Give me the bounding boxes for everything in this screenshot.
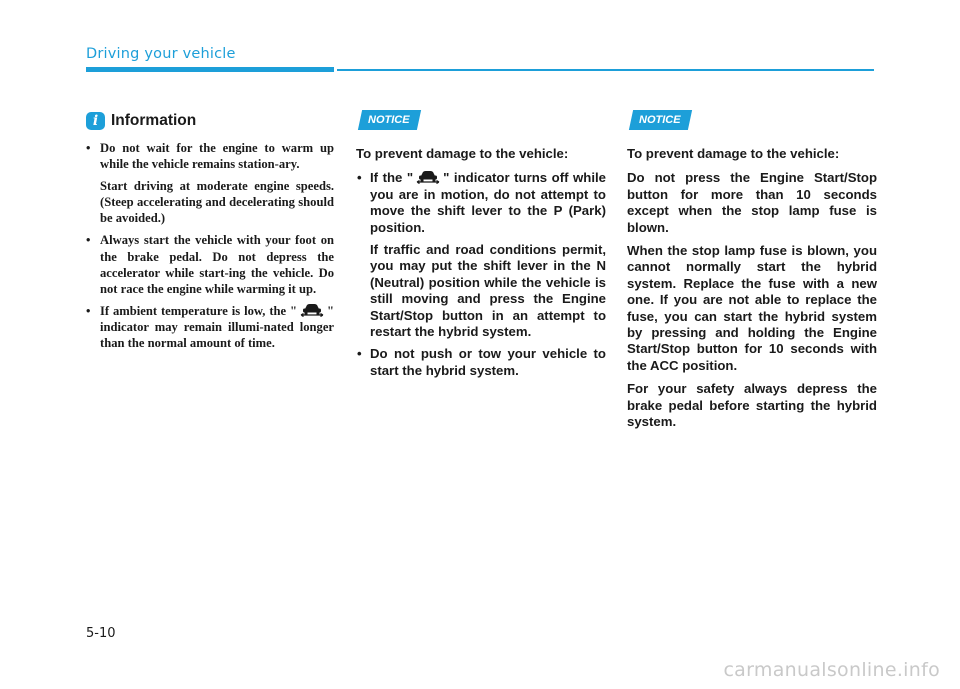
list-item-text: Do not push or tow your vehicle to start the hybrid system. <box>370 346 606 378</box>
list-item <box>86 232 334 296</box>
information-column <box>86 110 334 357</box>
list-item-text: Always start the vehicle with your foot on the brake pedal. Do not depress the accelerator while start-ing the vehicle. Do not race the engine while warming it up. <box>100 233 334 296</box>
list-item-text: Do not wait for the engine to warm up while the vehicle remains station-ary. <box>100 141 334 172</box>
notice-paragraph: When the stop lamp fuse is blown, you cannot normally start the hybrid system. Replace the fuse with a new one. If you are not able to replace the fuse, you can start the hybrid system by pressing and holding the Engine Start/Stop button for 10 seconds with the ACC position. <box>627 243 877 373</box>
header-rule-thin <box>337 69 874 71</box>
list-item <box>86 140 334 226</box>
notice-list <box>356 170 606 379</box>
notice-badge <box>358 110 421 130</box>
hybrid-ready-car-icon <box>299 303 325 317</box>
notice-lead: To prevent damage to the vehicle: <box>356 146 569 161</box>
notice-badge <box>629 110 692 130</box>
information-list <box>86 140 334 351</box>
section-title: Driving your vehicle <box>86 46 236 62</box>
list-item-text-post: " indicator turns off while you are in motion, do not attempt to move the shift lever to the P (Park) position. <box>370 170 606 235</box>
information-title: Information <box>111 112 197 129</box>
information-heading <box>86 110 334 132</box>
page-number: 5-10 <box>86 626 116 641</box>
list-item-subtext: If traffic and road conditions permit, you may put the shift lever in the N (Neutral) position while the vehicle is still moving and press the Engine Start/Stop button in an attempt to restart the hybrid system. <box>370 242 606 340</box>
watermark: carmanualsonline.info <box>723 659 940 681</box>
notice-lead: To prevent damage to the vehicle: <box>627 146 840 161</box>
notice-badge-label: NOTICE <box>639 114 681 126</box>
list-item <box>86 303 334 351</box>
hybrid-ready-car-icon <box>415 170 441 184</box>
notice-column-2 <box>627 110 877 438</box>
list-item <box>356 346 606 379</box>
notice-badge-label: NOTICE <box>368 114 410 126</box>
info-icon: i <box>86 112 105 130</box>
notice-paragraph: Do not press the Engine Start/Stop button for more than 10 seconds except when the stop lamp fuse is blown. <box>627 170 877 235</box>
header-rule-thick <box>86 67 334 72</box>
list-item <box>356 170 606 340</box>
list-item-text-post: " indicator may remain illumi-nated longer than the normal amount of time. <box>100 303 334 351</box>
notice-paragraph: For your safety always depress the brake pedal before starting the hybrid system. <box>627 381 877 430</box>
notice-column-1 <box>356 110 606 385</box>
list-item-text-pre: If the " <box>370 170 414 186</box>
list-item-text-pre: If ambient temperature is low, the " <box>100 303 297 318</box>
list-item-subtext: Start driving at moderate engine speeds. (Steep accelerating and decelerating should be avoided.) <box>100 179 334 226</box>
